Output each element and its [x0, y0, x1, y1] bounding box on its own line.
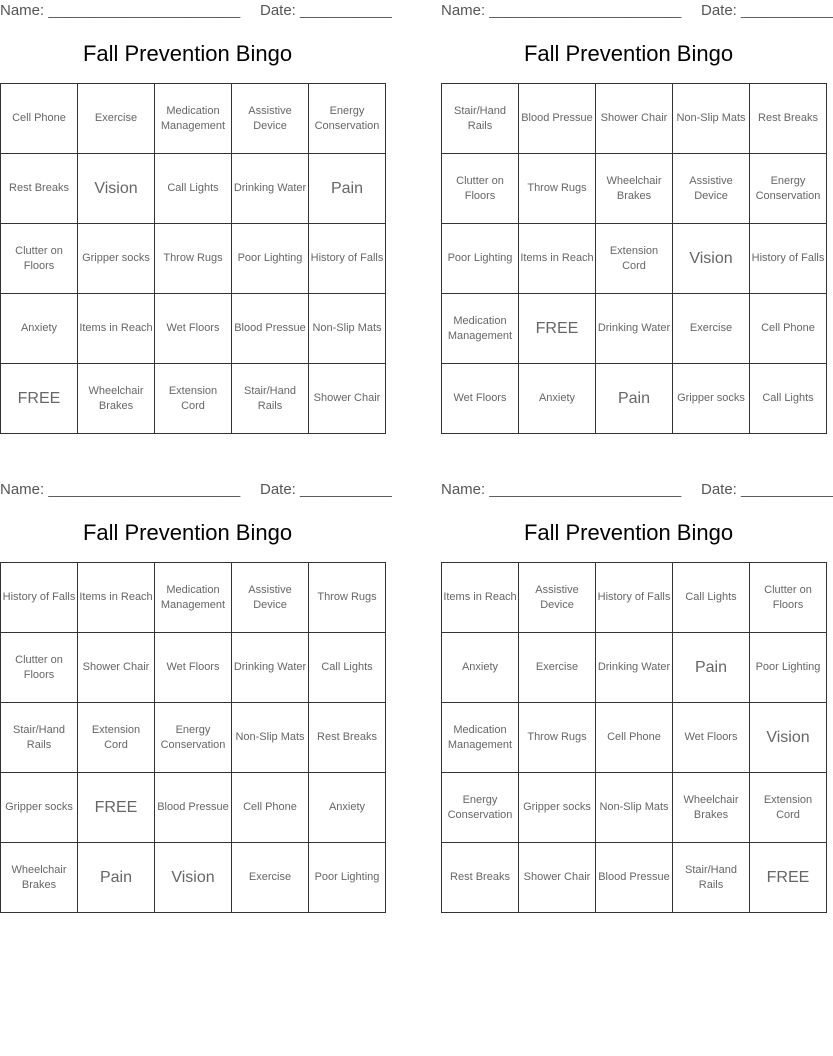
name-field: Name: _______________________	[441, 481, 682, 498]
bingo-cell: Vision	[673, 224, 750, 294]
bingo-row	[442, 843, 827, 913]
bingo-cell: Poor Lighting	[232, 224, 309, 294]
name-date-line	[0, 0, 392, 22]
bingo-cell: Medication Management	[155, 563, 232, 633]
bingo-cell: Vision	[750, 703, 827, 773]
bingo-cell: Blood Pressue	[232, 294, 309, 364]
free-space-cell: FREE	[78, 773, 155, 843]
bingo-cell: Anxiety	[519, 364, 596, 434]
bingo-cell: Poor Lighting	[442, 224, 519, 294]
bingo-cell: Exercise	[232, 843, 309, 913]
bingo-cell: Wheelchair Brakes	[78, 364, 155, 434]
card-title: Fall Prevention Bingo	[82, 41, 293, 66]
bingo-cell: Shower Chair	[519, 843, 596, 913]
card-title: Fall Prevention Bingo	[523, 41, 734, 66]
free-space-cell: FREE	[519, 294, 596, 364]
bingo-row	[442, 154, 827, 224]
bingo-cell: Throw Rugs	[519, 154, 596, 224]
bingo-grid	[441, 83, 827, 434]
bingo-row	[1, 563, 386, 633]
free-space-cell: FREE	[750, 843, 827, 913]
bingo-cell: Pain	[596, 364, 673, 434]
bingo-row	[1, 294, 386, 364]
bingo-cell: Pain	[673, 633, 750, 703]
bingo-cell: Items in Reach	[78, 294, 155, 364]
bingo-cell: Energy Conservation	[309, 84, 386, 154]
bingo-cell: Assistive Device	[232, 84, 309, 154]
bingo-cell: Exercise	[673, 294, 750, 364]
bingo-cell: Stair/Hand Rails	[1, 703, 78, 773]
bingo-cell: Energy Conservation	[155, 703, 232, 773]
bingo-cell: Rest Breaks	[309, 703, 386, 773]
bingo-row	[442, 294, 827, 364]
bingo-grid	[0, 83, 386, 434]
bingo-cell: Exercise	[519, 633, 596, 703]
bingo-cell: Extension Cord	[155, 364, 232, 434]
bingo-cell: Shower Chair	[596, 84, 673, 154]
bingo-cell: Items in Reach	[442, 563, 519, 633]
bingo-cell: Gripper socks	[673, 364, 750, 434]
bingo-row	[442, 773, 827, 843]
name-field: Name: _______________________	[0, 2, 241, 19]
bingo-cell: Non-Slip Mats	[309, 294, 386, 364]
bingo-row	[442, 84, 827, 154]
bingo-cell: Non-Slip Mats	[673, 84, 750, 154]
bingo-cell: History of Falls	[309, 224, 386, 294]
bingo-cell: Wet Floors	[155, 633, 232, 703]
bingo-cell: Clutter on Floors	[750, 563, 827, 633]
date-field: Date: ___________	[701, 481, 833, 498]
bingo-row	[1, 633, 386, 703]
bingo-cell: Medication Management	[442, 294, 519, 364]
bingo-cell: Items in Reach	[519, 224, 596, 294]
bingo-row	[1, 84, 386, 154]
bingo-cell: Shower Chair	[78, 633, 155, 703]
bingo-cell: Rest Breaks	[442, 843, 519, 913]
bingo-row	[1, 773, 386, 843]
bingo-cell: Wet Floors	[155, 294, 232, 364]
bingo-cell: Throw Rugs	[155, 224, 232, 294]
bingo-cell: Stair/Hand Rails	[673, 843, 750, 913]
bingo-cell: Clutter on Floors	[1, 224, 78, 294]
bingo-cell: Call Lights	[673, 563, 750, 633]
bingo-cell: Gripper socks	[1, 773, 78, 843]
bingo-cell: Poor Lighting	[309, 843, 386, 913]
bingo-cell: Energy Conservation	[750, 154, 827, 224]
bingo-cell: Drinking Water	[232, 154, 309, 224]
bingo-grid	[441, 562, 827, 913]
bingo-row	[1, 364, 386, 434]
bingo-cell: Blood Pressue	[519, 84, 596, 154]
bingo-cell: Cell Phone	[596, 703, 673, 773]
bingo-row	[1, 703, 386, 773]
bingo-cell: Blood Pressue	[596, 843, 673, 913]
bingo-cell: Drinking Water	[596, 633, 673, 703]
bingo-cell: Drinking Water	[596, 294, 673, 364]
name-date-line	[441, 0, 833, 22]
date-field: Date: ___________	[701, 2, 833, 19]
name-field: Name: _______________________	[0, 481, 241, 498]
bingo-cell: Throw Rugs	[519, 703, 596, 773]
bingo-cell: Stair/Hand Rails	[232, 364, 309, 434]
date-field: Date: ___________	[260, 481, 392, 498]
bingo-cell: Rest Breaks	[750, 84, 827, 154]
bingo-cell: Assistive Device	[519, 563, 596, 633]
bingo-cell: Gripper socks	[78, 224, 155, 294]
bingo-cell: Anxiety	[1, 294, 78, 364]
bingo-row	[1, 843, 386, 913]
bingo-cell: Wheelchair Brakes	[1, 843, 78, 913]
bingo-row	[442, 224, 827, 294]
bingo-cell: Vision	[78, 154, 155, 224]
bingo-cell: Energy Conservation	[442, 773, 519, 843]
bingo-cell: Pain	[78, 843, 155, 913]
bingo-row	[1, 154, 386, 224]
bingo-cell: Shower Chair	[309, 364, 386, 434]
bingo-cell: Vision	[155, 843, 232, 913]
bingo-cell: History of Falls	[1, 563, 78, 633]
bingo-cell: Items in Reach	[78, 563, 155, 633]
bingo-grid	[0, 562, 386, 913]
bingo-cell: Gripper socks	[519, 773, 596, 843]
bingo-cell: Extension Cord	[78, 703, 155, 773]
card-title: Fall Prevention Bingo	[523, 520, 734, 545]
bingo-row	[1, 224, 386, 294]
bingo-row	[442, 703, 827, 773]
bingo-cell: Drinking Water	[232, 633, 309, 703]
bingo-cell: History of Falls	[596, 563, 673, 633]
bingo-cell: Wet Floors	[442, 364, 519, 434]
bingo-cell: Call Lights	[750, 364, 827, 434]
bingo-cell: Non-Slip Mats	[596, 773, 673, 843]
bingo-cell: Medication Management	[442, 703, 519, 773]
bingo-cell: Wheelchair Brakes	[596, 154, 673, 224]
bingo-cell: Exercise	[78, 84, 155, 154]
bingo-cell: Call Lights	[155, 154, 232, 224]
bingo-cell: Clutter on Floors	[1, 633, 78, 703]
bingo-cell: Pain	[309, 154, 386, 224]
bingo-cell: Wheelchair Brakes	[673, 773, 750, 843]
bingo-cell: Stair/Hand Rails	[442, 84, 519, 154]
bingo-cell: Medication Management	[155, 84, 232, 154]
bingo-cell: Anxiety	[309, 773, 386, 843]
bingo-row	[442, 364, 827, 434]
bingo-cell: Poor Lighting	[750, 633, 827, 703]
bingo-cell: Assistive Device	[673, 154, 750, 224]
bingo-cell: Extension Cord	[750, 773, 827, 843]
name-date-line	[0, 479, 392, 501]
card-title: Fall Prevention Bingo	[82, 520, 293, 545]
bingo-row	[442, 563, 827, 633]
date-field: Date: ___________	[260, 2, 392, 19]
bingo-cell: Non-Slip Mats	[232, 703, 309, 773]
name-field: Name: _______________________	[441, 2, 682, 19]
bingo-row	[442, 633, 827, 703]
bingo-cell: Clutter on Floors	[442, 154, 519, 224]
bingo-cell: Cell Phone	[750, 294, 827, 364]
bingo-cell: Anxiety	[442, 633, 519, 703]
bingo-cell: Blood Pressue	[155, 773, 232, 843]
bingo-cell: Call Lights	[309, 633, 386, 703]
bingo-cell: History of Falls	[750, 224, 827, 294]
bingo-cell: Rest Breaks	[1, 154, 78, 224]
bingo-cell: Extension Cord	[596, 224, 673, 294]
bingo-cell: Cell Phone	[232, 773, 309, 843]
bingo-cell: Assistive Device	[232, 563, 309, 633]
bingo-cell: Throw Rugs	[309, 563, 386, 633]
name-date-line	[441, 479, 833, 501]
free-space-cell: FREE	[1, 364, 78, 434]
bingo-cell: Cell Phone	[1, 84, 78, 154]
bingo-cell: Wet Floors	[673, 703, 750, 773]
